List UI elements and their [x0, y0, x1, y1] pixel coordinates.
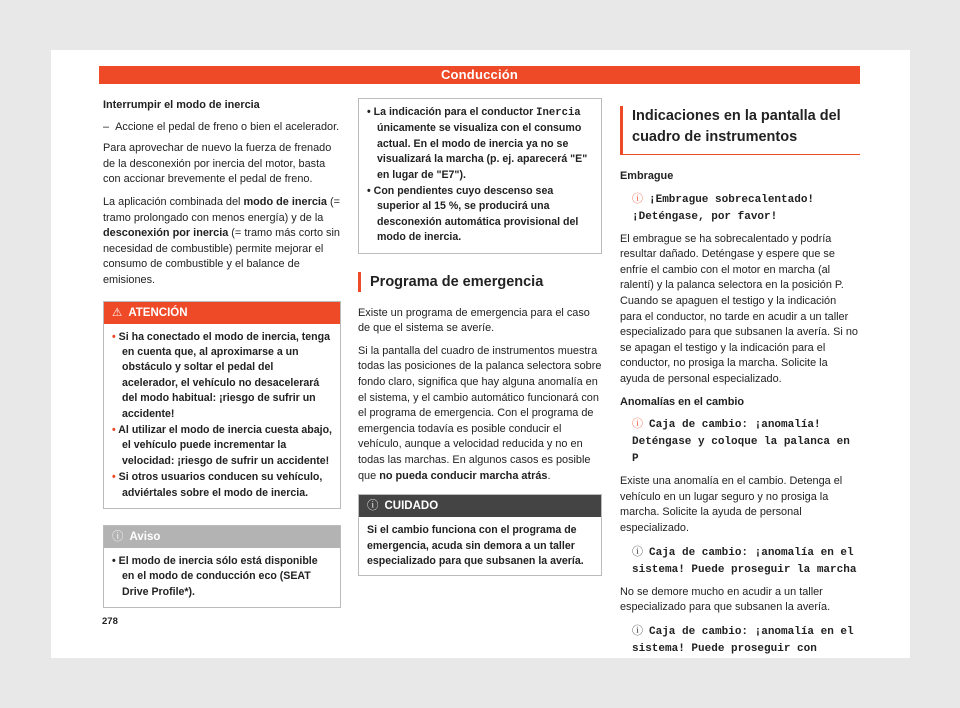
section-title: Indicaciones en la pantalla del cuadro de instrumentos — [620, 106, 860, 155]
info-icon: ⓘ — [112, 531, 124, 543]
caution-circle-icon: ⓘ — [367, 500, 379, 513]
warning-circle-icon: ⓘ — [632, 418, 643, 431]
display-message — [620, 544, 860, 579]
subheading: Anomalías en el cambio — [620, 395, 745, 408]
list-item-text: Si ha conectado el modo de inercia, tenga en cuenta que, al aproximarse a un obstáculo y soltar el pedal del acelerador, el vehículo no desacelerará del modo habitual: ¡riesgo de sufrir un accidente! — [118, 330, 331, 420]
aviso-box — [103, 525, 341, 608]
dash-item: – Accione el pedal de freno o bien el acelerador. — [103, 120, 340, 133]
bold-run: desconexión por inercia — [103, 227, 229, 240]
list-item-text: Al utilizar el modo de inercia cuesta abajo, el vehículo puede incrementar la velocidad: ¡riesgo de sufrir un accidente! — [118, 423, 332, 467]
text-run: Si la pantalla del cuadro de instrumentos muestra todas las posiciones de la palanca selectora sobre fondo claro, significa que hay alguna anomalía en el sistema, y el cambio automático funcionará con el programa de emergencia. Con el programa de emergencia todavía es posible conducir el vehículo, aunque a velocidad reducida y no en todas las marchas. En algunos casos es posible que — [358, 344, 602, 482]
paragraph: Existe una anomalía en el cambio. Detenga el vehículo en un lugar seguro y no prosiga la marcha. Solicite la ayuda de personal especializado. — [620, 475, 843, 534]
cuidado-title: CUIDADO — [384, 500, 439, 513]
display-message — [620, 191, 860, 226]
text-run: . — [547, 469, 551, 482]
atencion-header — [104, 302, 340, 324]
text-run: La indicación para el conductor — [373, 106, 537, 118]
list-item: • Si otros usuarios conducen su vehículo, adviértales sobre el modo de inercia. — [112, 471, 323, 499]
text-run: únicamente se visualiza con el consumo actual. En el modo de inercia ya no se visualizará la marcha (p. ej. aparecerá "E" en lugar de "E7"). — [377, 122, 588, 181]
display-message — [620, 623, 860, 658]
warning-triangle-icon: ⚠ — [112, 306, 123, 319]
bold-run: modo de inercia — [243, 195, 327, 208]
list-item: • Con pendientes cuyo descenso sea superior al 15 %, se producirá una desconexión automática provisional del modo de inercia. — [367, 185, 579, 244]
continued-aviso-box — [358, 98, 602, 254]
cuidado-body: Si el cambio funciona con el programa de emergencia, acuda sin demora a un taller especializado para que subsanen la avería. — [367, 524, 584, 567]
list-item-text: Con pendientes cuyo descenso sea superior al 15 %, se producirá una desconexión automática provisional del modo de inercia. — [373, 185, 579, 244]
display-message-text: Caja de cambio: ¡anomalía! Deténgase y coloque la palanca en P — [632, 419, 850, 466]
paragraph: No se demore mucho en acudir a un taller especializado para que subsanen la avería. — [620, 585, 831, 614]
page-number: 278 — [102, 616, 118, 627]
aviso-body — [104, 548, 340, 607]
info-circle-icon: ⓘ — [632, 624, 643, 637]
warning-circle-icon: ⓘ — [632, 192, 643, 205]
text-run: La aplicación combinada del — [103, 195, 244, 208]
paragraph: Existe un programa de emergencia para el caso de que el sistema se averíe. — [358, 306, 590, 335]
paragraph: Para aprovechar de nuevo la fuerza de frenado de la desconexión por inercia del motor, basta con accionar brevemente el pedal de freno. — [103, 142, 332, 186]
list-item: • La indicación para el conductor Inercia únicamente se visualiza con el consumo actual. En el modo de inercia ya no se visualizará la marcha (p. ej. aparecerá "E" en lugar de "E7"). — [367, 106, 588, 181]
cuidado-box — [358, 494, 602, 576]
paragraph — [358, 344, 602, 484]
info-circle-icon: ⓘ — [632, 545, 643, 558]
atencion-box — [103, 301, 341, 509]
display-message — [620, 416, 860, 468]
paragraph: El embrague se ha sobrecalentado y podría resultar dañado. Deténgase y espere que se enfríe el cambio con el motor en marcha (al ralentí) y la palanca selectora en la posición P. Cuando se apaguen el testigo y la indicación para el conductor, no tarde en acudir a un taller especializado para que subsanen la avería. Si no se apagan el testigo y la indicación para el conductor, no prosiga la marcha. Solicite la ayuda de personal especializado. — [620, 232, 858, 385]
aviso-title: Aviso — [129, 531, 161, 543]
aviso-header — [104, 526, 340, 548]
subheading: Embrague — [620, 170, 674, 182]
inertia-heading: Interrumpir el modo de inercia — [103, 99, 260, 111]
list-item-text: El modo de inercia sólo está disponible en el modo de conducción eco (SEAT Drive Profile*). — [118, 555, 318, 598]
display-message-text: Caja de cambio: ¡anomalía en el sistema! Puede proseguir la marcha — [632, 546, 857, 576]
paragraph — [103, 195, 341, 289]
text-run: (= tramo prolongado con menos energía) y de la — [103, 195, 340, 224]
list-item-text: Si otros usuarios conducen su vehículo, adviértales sobre el modo de inercia. — [118, 471, 323, 499]
atencion-title: ATENCIÓN — [128, 306, 188, 319]
text-run: (= tramo más corto sin necesidad de combustible) permite mejorar el consumo de combustible y el balance de emisiones. — [103, 227, 340, 286]
bold-run: no pueda conducir marcha atrás — [379, 469, 548, 482]
section-title: Programa de emergencia — [358, 272, 602, 292]
display-message: Inercia — [536, 107, 581, 119]
column-left — [103, 98, 341, 616]
display-message-text: Caja de cambio: ¡anomalía en el sistema! Puede proseguir con — [632, 625, 854, 655]
list-item: • El modo de inercia sólo está disponible en el modo de conducción eco (SEAT Drive Profile*). — [112, 555, 318, 598]
column-middle — [358, 98, 602, 584]
chapter-header: Conducción — [99, 66, 860, 84]
dash-item-text: Accione el pedal de freno o bien el acelerador. — [115, 120, 340, 133]
list-item: • Al utilizar el modo de inercia cuesta abajo, el vehículo puede incrementar la velocidad: ¡riesgo de sufrir un accidente! — [112, 423, 332, 467]
display-message-text: ¡Embrague sobrecalentado! ¡Deténgase, por favor! — [632, 193, 815, 223]
list-item: • Si ha conectado el modo de inercia, tenga en cuenta que, al aproximarse a un obstáculo y soltar el pedal del acelerador, el vehículo no desacelerará del modo habitual: ¡riesgo de sufrir un accidente! — [112, 330, 331, 420]
atencion-body — [104, 324, 340, 508]
column-right — [620, 98, 860, 664]
cuidado-header — [359, 495, 601, 517]
